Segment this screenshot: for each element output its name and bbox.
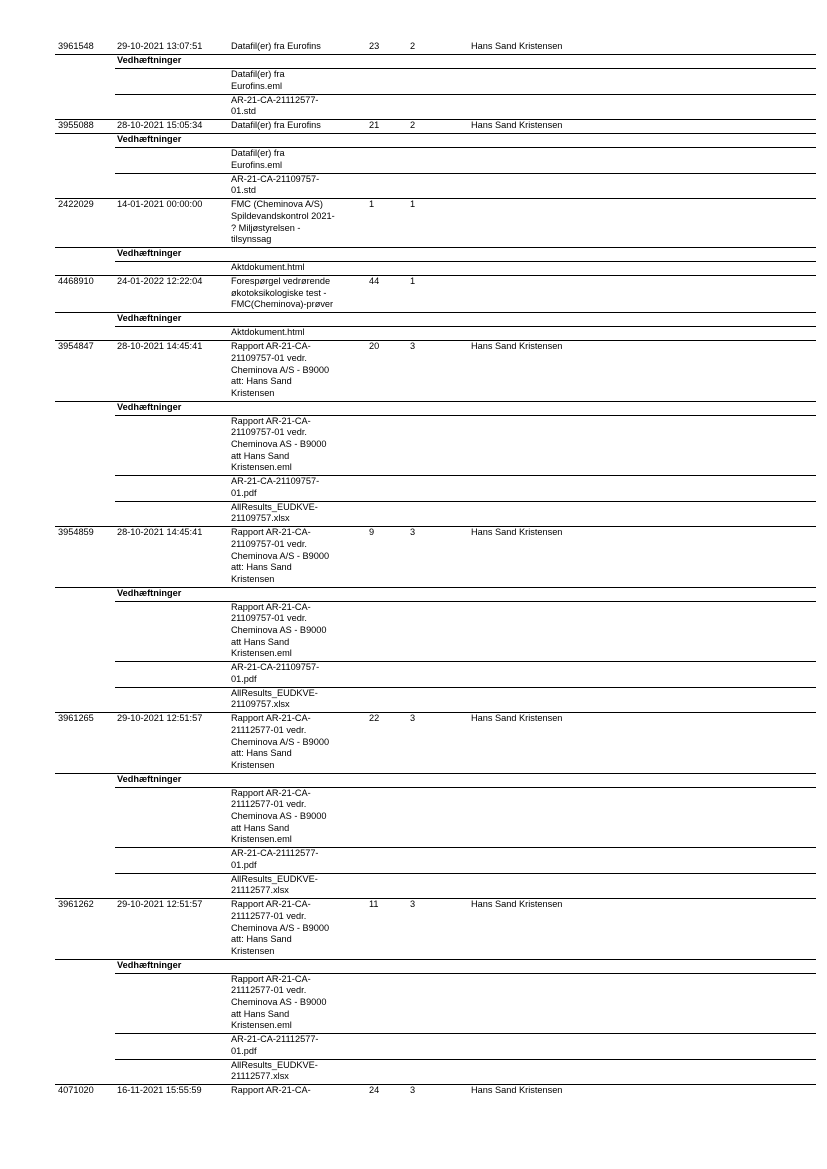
attachment-row (0, 847, 827, 873)
record-sender: Hans Sand Kristensen (471, 1085, 563, 1096)
attachment-row (0, 326, 827, 340)
attachment-row (0, 787, 827, 847)
record-attachment-count: 3 (410, 527, 416, 538)
attachment-filename: Rapport AR-21-CA- 21109757-01 vedr. Cheminova AS - B9000 att Hans Sand Kristensen.eml (231, 601, 327, 659)
attachment-filename: AllResults_EUDKVE- 21112577.xlsx (231, 1059, 318, 1082)
attachment-filename: AR-21-CA-21112577- 01.pdf (231, 1034, 319, 1056)
record-attachment-count: 2 (410, 120, 416, 131)
record-title: Forespørgel vedrørende økotoksikologiske test - FMC(Cheminova)-prøver (231, 276, 334, 310)
record-id: 3961262 (58, 899, 94, 910)
attachments-header-row (0, 959, 827, 973)
record-doc-number: 1 (369, 199, 375, 210)
record-date: 28-10-2021 14:45:41 (117, 341, 203, 352)
record-title: Rapport AR-21-CA- 21109757-01 vedr. Cheminova A/S - B9000 att: Hans Sand Kristensen (231, 527, 330, 584)
attachments-label: Vedhæftninger (117, 401, 182, 412)
record-title: Rapport AR-21-CA- 21112577-01 vedr. Cheminova A/S - B9000 att: Hans Sand Kristensen (231, 713, 330, 770)
attachment-row (0, 68, 827, 94)
attachments-header-row (0, 773, 827, 787)
record-title: Rapport AR-21-CA- 21112577-01 vedr. Cheminova A/S - B9000 att: Hans Sand Kristensen (231, 899, 330, 956)
record-id: 3961265 (58, 713, 94, 724)
record-attachment-count: 3 (410, 1085, 416, 1096)
record-doc-number: 44 (369, 276, 380, 287)
attachments-label: Vedhæftninger (117, 55, 182, 65)
attachment-row (0, 173, 827, 199)
attachment-row (0, 261, 827, 275)
attachments-header-row (0, 54, 827, 68)
record-row (0, 340, 827, 400)
attachments-label: Vedhæftninger (117, 134, 182, 145)
record-date: 24-01-2022 12:22:04 (117, 276, 203, 287)
record-sender: Hans Sand Kristensen (471, 120, 563, 131)
record-sender: Hans Sand Kristensen (471, 527, 563, 538)
record-attachment-count: 3 (410, 899, 416, 910)
attachment-row (0, 1033, 827, 1059)
record-sender: Hans Sand Kristensen (471, 713, 563, 724)
attachment-filename: AR-21-CA-21109757- 01.pdf (231, 662, 320, 684)
record-row (0, 1084, 827, 1098)
record-attachment-count: 3 (410, 341, 416, 352)
attachment-row (0, 601, 827, 661)
record-date: 14-01-2021 00:00:00 (117, 199, 203, 210)
record-id: 4071020 (58, 1085, 94, 1096)
attachment-row (0, 501, 827, 527)
record-attachment-count: 3 (410, 713, 416, 724)
record-doc-number: 22 (369, 713, 380, 724)
record-title: Datafil(er) fra Eurofins (231, 41, 321, 51)
record-doc-number: 9 (369, 527, 375, 538)
record-attachment-count: 1 (410, 199, 416, 210)
attachments-header-row (0, 401, 827, 415)
attachment-filename: Aktdokument.html (231, 262, 305, 273)
attachment-filename: AR-21-CA-21112577- 01.std (231, 94, 319, 117)
attachment-filename: Rapport AR-21-CA- 21109757-01 vedr. Cheminova AS - B9000 att Hans Sand Kristensen.eml (231, 415, 327, 473)
record-date: 29-10-2021 12:51:57 (117, 713, 203, 724)
record-date: 29-10-2021 12:51:57 (117, 899, 203, 910)
record-attachment-count: 2 (410, 41, 416, 51)
record-attachment-count: 1 (410, 276, 416, 287)
attachments-header-row (0, 247, 827, 261)
record-row (0, 898, 827, 958)
attachment-filename: AllResults_EUDKVE- 21112577.xlsx (231, 873, 318, 896)
attachments-label: Vedhæftninger (117, 248, 182, 259)
record-doc-number: 11 (369, 899, 379, 910)
record-title: FMC (Cheminova A/S) Spildevandskontrol 2021- ? Miljøstyrelsen - tilsynssag (231, 199, 335, 245)
record-doc-number: 20 (369, 341, 380, 352)
record-row (0, 712, 827, 772)
record-row (0, 198, 827, 247)
attachment-row (0, 661, 827, 687)
attachment-row (0, 475, 827, 501)
attachment-filename: AR-21-CA-21109757- 01.std (231, 173, 320, 196)
record-row (0, 275, 827, 312)
record-sender: Hans Sand Kristensen (471, 341, 563, 352)
record-id: 3961548 (58, 41, 94, 51)
record-doc-number: 23 (369, 41, 380, 51)
record-id: 3955088 (58, 120, 94, 131)
attachments-label: Vedhæftninger (117, 773, 182, 784)
record-id: 4468910 (58, 276, 94, 287)
attachment-filename: AllResults_EUDKVE- 21109757.xlsx (231, 687, 318, 710)
record-row (0, 526, 827, 586)
attachment-row (0, 873, 827, 899)
attachment-row (0, 973, 827, 1033)
attachment-filename: Datafil(er) fra Eurofins.eml (231, 148, 285, 170)
attachments-header-row (0, 312, 827, 326)
attachment-filename: AR-21-CA-21109757- 01.pdf (231, 476, 320, 498)
record-row (0, 119, 827, 133)
attachments-label: Vedhæftninger (117, 313, 182, 324)
attachments-label: Vedhæftninger (117, 959, 182, 970)
attachment-row (0, 94, 827, 120)
record-row (0, 40, 827, 54)
attachment-filename: Rapport AR-21-CA- 21112577-01 vedr. Cheminova AS - B9000 att Hans Sand Kristensen.eml (231, 787, 327, 845)
attachment-row (0, 147, 827, 173)
attachments-label: Vedhæftninger (117, 587, 182, 598)
attachment-row (0, 415, 827, 475)
record-sender: Hans Sand Kristensen (471, 41, 563, 51)
attachment-row (0, 687, 827, 713)
record-id: 2422029 (58, 199, 94, 210)
record-doc-number: 21 (369, 120, 380, 131)
attachment-filename: Aktdokument.html (231, 327, 305, 338)
record-doc-number: 24 (369, 1085, 380, 1096)
attachments-header-row (0, 133, 827, 147)
attachment-filename: AllResults_EUDKVE- 21109757.xlsx (231, 501, 318, 524)
record-title: Rapport AR-21-CA- (231, 1085, 311, 1096)
record-id: 3954847 (58, 341, 94, 352)
record-title: Rapport AR-21-CA- 21109757-01 vedr. Cheminova A/S - B9000 att: Hans Sand Kristensen (231, 341, 330, 398)
record-date: 16-11-2021 15:55:59 (117, 1085, 202, 1096)
record-date: 29-10-2021 13:07:51 (117, 41, 203, 51)
attachment-filename: Datafil(er) fra Eurofins.eml (231, 69, 285, 91)
attachment-filename: AR-21-CA-21112577- 01.pdf (231, 848, 319, 870)
record-sender: Hans Sand Kristensen (471, 899, 563, 910)
attachments-header-row (0, 587, 827, 601)
record-id: 3954859 (58, 527, 94, 538)
attachment-filename: Rapport AR-21-CA- 21112577-01 vedr. Cheminova AS - B9000 att Hans Sand Kristensen.eml (231, 973, 327, 1031)
record-title: Datafil(er) fra Eurofins (231, 120, 321, 131)
attachment-row (0, 1059, 827, 1085)
record-date: 28-10-2021 14:45:41 (117, 527, 203, 538)
record-date: 28-10-2021 15:05:34 (117, 120, 203, 131)
